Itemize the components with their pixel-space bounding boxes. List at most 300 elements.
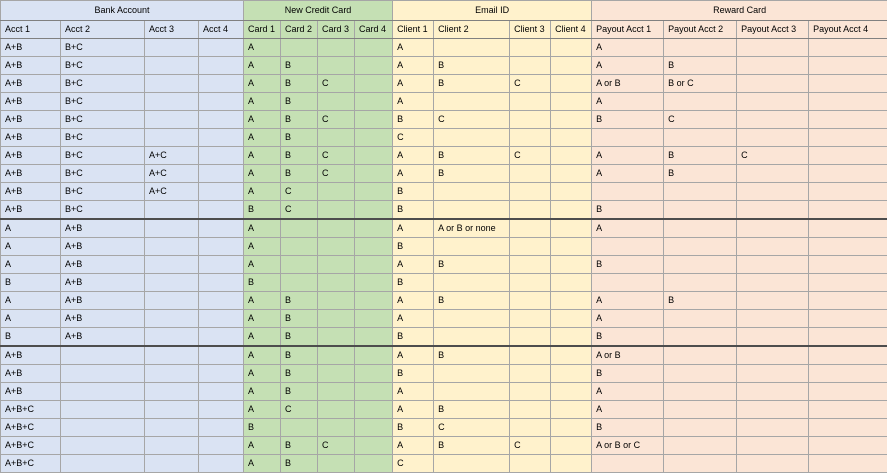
table-cell[interactable] [355,437,393,455]
table-cell[interactable]: B+C [61,93,145,111]
table-cell[interactable] [145,238,199,256]
table-cell[interactable] [737,93,809,111]
table-cell[interactable] [551,147,592,165]
table-cell[interactable]: B+C [61,129,145,147]
table-cell[interactable]: A+B [1,365,61,383]
table-cell[interactable]: B [1,328,61,347]
table-cell[interactable]: B [281,310,318,328]
table-cell[interactable] [664,238,737,256]
table-cell[interactable]: C [281,401,318,419]
table-cell[interactable] [510,238,551,256]
table-cell[interactable] [281,256,318,274]
table-cell[interactable] [355,256,393,274]
table-cell[interactable]: A+B+C [1,419,61,437]
table-cell[interactable] [145,129,199,147]
table-cell[interactable] [737,238,809,256]
table-cell[interactable] [664,401,737,419]
table-cell[interactable]: A [592,401,664,419]
table-cell[interactable] [61,419,145,437]
table-cell[interactable]: B [281,292,318,310]
table-cell[interactable] [281,219,318,238]
table-cell[interactable]: B [281,129,318,147]
table-cell[interactable]: A+B [1,201,61,220]
table-cell[interactable]: A [1,219,61,238]
table-cell[interactable]: B [434,256,510,274]
table-cell[interactable]: C [281,201,318,220]
table-cell[interactable] [551,93,592,111]
table-cell[interactable] [664,437,737,455]
table-cell[interactable]: A [244,165,281,183]
table-cell[interactable] [510,310,551,328]
table-cell[interactable]: A+B [1,147,61,165]
table-cell[interactable] [318,57,355,75]
table-cell[interactable] [281,419,318,437]
table-cell[interactable] [737,201,809,220]
table-cell[interactable]: B [592,419,664,437]
table-cell[interactable]: A [393,219,434,238]
table-cell[interactable]: A+B [1,165,61,183]
table-cell[interactable]: A+B+C [1,401,61,419]
table-cell[interactable]: B [281,383,318,401]
table-cell[interactable]: B [244,274,281,292]
table-cell[interactable] [737,165,809,183]
table-cell[interactable]: B or C [664,75,737,93]
table-cell[interactable]: A [244,401,281,419]
table-cell[interactable]: B [244,201,281,220]
table-cell[interactable] [510,419,551,437]
table-cell[interactable] [664,256,737,274]
table-cell[interactable] [664,39,737,57]
table-cell[interactable] [809,455,887,473]
table-cell[interactable] [434,328,510,347]
table-cell[interactable]: B [281,346,318,365]
table-cell[interactable] [737,365,809,383]
table-cell[interactable] [809,129,887,147]
table-cell[interactable] [510,201,551,220]
table-cell[interactable]: B [592,365,664,383]
table-cell[interactable] [664,310,737,328]
table-cell[interactable] [434,201,510,220]
table-cell[interactable] [199,165,244,183]
table-cell[interactable] [809,328,887,347]
table-cell[interactable] [199,238,244,256]
table-cell[interactable] [510,383,551,401]
table-cell[interactable] [737,292,809,310]
table-cell[interactable] [551,111,592,129]
table-cell[interactable] [199,39,244,57]
table-cell[interactable] [664,365,737,383]
table-cell[interactable]: C [393,129,434,147]
table-cell[interactable] [551,183,592,201]
table-cell[interactable]: B [434,401,510,419]
table-cell[interactable] [737,346,809,365]
table-cell[interactable] [145,310,199,328]
table-cell[interactable] [809,147,887,165]
table-cell[interactable] [199,129,244,147]
table-cell[interactable] [664,93,737,111]
table-cell[interactable]: A+B [61,219,145,238]
table-cell[interactable] [281,274,318,292]
table-cell[interactable]: A [244,111,281,129]
table-cell[interactable]: A [592,39,664,57]
table-cell[interactable]: C [393,455,434,473]
table-cell[interactable]: B [434,437,510,455]
table-cell[interactable]: A [592,383,664,401]
table-cell[interactable] [510,129,551,147]
table-cell[interactable] [355,111,393,129]
table-cell[interactable] [145,111,199,129]
table-cell[interactable]: C [318,111,355,129]
table-cell[interactable] [737,39,809,57]
table-cell[interactable] [664,455,737,473]
table-cell[interactable] [199,256,244,274]
table-cell[interactable]: A [1,238,61,256]
table-cell[interactable] [551,256,592,274]
table-cell[interactable] [355,219,393,238]
table-cell[interactable]: A [393,310,434,328]
table-cell[interactable] [355,201,393,220]
table-cell[interactable] [664,328,737,347]
table-cell[interactable] [318,183,355,201]
table-cell[interactable]: A [1,292,61,310]
table-cell[interactable]: A [244,57,281,75]
table-cell[interactable] [318,328,355,347]
table-cell[interactable] [199,219,244,238]
table-cell[interactable]: A [244,437,281,455]
table-cell[interactable] [551,57,592,75]
table-cell[interactable] [355,346,393,365]
table-cell[interactable] [199,183,244,201]
table-cell[interactable]: A [244,39,281,57]
table-cell[interactable] [355,419,393,437]
table-cell[interactable] [551,383,592,401]
table-cell[interactable] [809,219,887,238]
table-cell[interactable] [434,383,510,401]
table-cell[interactable] [592,129,664,147]
table-cell[interactable] [355,383,393,401]
table-cell[interactable]: A [393,383,434,401]
table-cell[interactable]: A [244,310,281,328]
table-cell[interactable]: A [393,346,434,365]
table-cell[interactable]: C [434,419,510,437]
table-cell[interactable]: A or B or none [434,219,510,238]
table-cell[interactable]: C [510,437,551,455]
table-cell[interactable] [355,365,393,383]
table-cell[interactable] [355,147,393,165]
table-cell[interactable] [318,365,355,383]
table-cell[interactable] [664,274,737,292]
table-cell[interactable] [318,401,355,419]
table-cell[interactable] [318,274,355,292]
table-cell[interactable] [809,201,887,220]
table-cell[interactable] [737,256,809,274]
table-cell[interactable]: A [244,93,281,111]
table-cell[interactable] [145,455,199,473]
table-cell[interactable]: B [592,111,664,129]
table-cell[interactable]: C [510,147,551,165]
table-cell[interactable] [737,455,809,473]
table-cell[interactable] [809,292,887,310]
table-cell[interactable] [318,219,355,238]
table-cell[interactable] [551,365,592,383]
table-cell[interactable] [809,39,887,57]
table-cell[interactable]: A+B [61,238,145,256]
table-cell[interactable] [551,201,592,220]
table-cell[interactable] [737,401,809,419]
table-cell[interactable]: C [281,183,318,201]
table-cell[interactable]: C [664,111,737,129]
table-cell[interactable] [199,111,244,129]
table-cell[interactable]: B [393,274,434,292]
table-cell[interactable] [737,274,809,292]
table-cell[interactable]: B [244,419,281,437]
table-cell[interactable] [355,328,393,347]
table-cell[interactable] [145,365,199,383]
table-cell[interactable]: A [393,57,434,75]
table-cell[interactable] [551,39,592,57]
table-cell[interactable]: B [592,328,664,347]
table-cell[interactable]: B [434,292,510,310]
table-cell[interactable] [199,383,244,401]
table-cell[interactable] [199,419,244,437]
table-cell[interactable]: A [393,165,434,183]
table-cell[interactable]: C [318,147,355,165]
table-cell[interactable] [510,57,551,75]
table-cell[interactable]: A+B [1,57,61,75]
table-cell[interactable] [199,292,244,310]
table-cell[interactable] [551,219,592,238]
table-cell[interactable]: B [281,57,318,75]
table-cell[interactable]: A+C [145,147,199,165]
table-cell[interactable] [61,455,145,473]
table-cell[interactable]: A [1,256,61,274]
table-cell[interactable] [809,365,887,383]
table-cell[interactable] [510,39,551,57]
table-cell[interactable]: A or B [592,75,664,93]
table-cell[interactable]: B+C [61,147,145,165]
table-cell[interactable]: A [244,147,281,165]
table-cell[interactable]: A+B+C [1,437,61,455]
table-cell[interactable] [355,310,393,328]
table-cell[interactable]: A [244,183,281,201]
table-cell[interactable]: A [244,129,281,147]
table-cell[interactable] [510,256,551,274]
table-cell[interactable]: A [393,437,434,455]
table-cell[interactable]: A+B [61,256,145,274]
table-cell[interactable]: B+C [61,75,145,93]
table-cell[interactable]: A [244,383,281,401]
table-cell[interactable] [355,274,393,292]
table-cell[interactable] [355,183,393,201]
table-cell[interactable]: A+B [1,75,61,93]
table-cell[interactable] [434,39,510,57]
table-cell[interactable] [510,455,551,473]
table-cell[interactable] [199,147,244,165]
table-cell[interactable] [664,419,737,437]
table-cell[interactable]: A [592,57,664,75]
table-cell[interactable] [510,219,551,238]
table-cell[interactable]: A+B [61,274,145,292]
table-cell[interactable]: A+B [61,328,145,347]
table-cell[interactable]: B+C [61,111,145,129]
table-cell[interactable]: A+B [61,292,145,310]
table-cell[interactable]: B+C [61,57,145,75]
table-cell[interactable]: A+B+C [1,455,61,473]
table-cell[interactable] [737,57,809,75]
table-cell[interactable]: A+B [1,93,61,111]
table-cell[interactable] [737,437,809,455]
table-cell[interactable] [510,365,551,383]
table-cell[interactable]: A+B [1,111,61,129]
table-cell[interactable] [510,328,551,347]
table-cell[interactable]: A [592,165,664,183]
table-cell[interactable]: C [434,111,510,129]
table-cell[interactable] [61,346,145,365]
table-cell[interactable] [145,39,199,57]
table-cell[interactable]: A [244,75,281,93]
table-cell[interactable]: A+B [1,183,61,201]
table-cell[interactable] [551,419,592,437]
table-cell[interactable]: A [244,346,281,365]
table-cell[interactable] [318,39,355,57]
table-cell[interactable] [434,310,510,328]
table-cell[interactable] [510,165,551,183]
table-cell[interactable]: B [281,437,318,455]
table-cell[interactable] [737,419,809,437]
table-cell[interactable] [510,93,551,111]
table-cell[interactable]: B [393,111,434,129]
table-cell[interactable] [355,238,393,256]
table-cell[interactable] [809,383,887,401]
table-cell[interactable] [434,365,510,383]
table-cell[interactable]: B [664,147,737,165]
table-cell[interactable]: A [244,365,281,383]
table-cell[interactable]: C [318,437,355,455]
table-cell[interactable]: B [664,165,737,183]
table-cell[interactable]: C [737,147,809,165]
table-cell[interactable] [145,201,199,220]
table-cell[interactable]: A [393,93,434,111]
table-cell[interactable] [145,437,199,455]
table-cell[interactable]: B+C [61,165,145,183]
table-cell[interactable] [318,383,355,401]
table-cell[interactable] [318,310,355,328]
table-cell[interactable]: B [664,57,737,75]
table-cell[interactable] [318,419,355,437]
table-cell[interactable]: B [434,147,510,165]
table-cell[interactable]: A or B [592,346,664,365]
table-cell[interactable] [199,274,244,292]
table-cell[interactable] [510,292,551,310]
table-cell[interactable] [61,437,145,455]
table-cell[interactable]: A+B [61,310,145,328]
table-cell[interactable] [809,57,887,75]
table-cell[interactable]: A+C [145,183,199,201]
table-cell[interactable] [809,274,887,292]
table-cell[interactable] [551,437,592,455]
table-cell[interactable] [199,401,244,419]
table-cell[interactable] [809,183,887,201]
table-cell[interactable] [809,437,887,455]
table-cell[interactable]: A [244,256,281,274]
table-cell[interactable] [145,401,199,419]
table-cell[interactable] [355,57,393,75]
table-cell[interactable]: B [281,75,318,93]
table-cell[interactable] [809,75,887,93]
table-cell[interactable] [355,455,393,473]
table-cell[interactable] [737,219,809,238]
table-cell[interactable] [510,111,551,129]
table-cell[interactable] [145,346,199,365]
table-cell[interactable]: B [281,365,318,383]
table-cell[interactable]: B [281,147,318,165]
table-cell[interactable]: A [592,292,664,310]
table-cell[interactable]: A [592,310,664,328]
table-cell[interactable] [145,93,199,111]
table-cell[interactable] [510,346,551,365]
table-cell[interactable] [199,93,244,111]
table-cell[interactable] [434,129,510,147]
table-cell[interactable]: B+C [61,183,145,201]
table-cell[interactable]: A [244,328,281,347]
table-cell[interactable] [318,129,355,147]
table-cell[interactable] [318,455,355,473]
table-cell[interactable] [199,346,244,365]
table-cell[interactable] [592,274,664,292]
table-cell[interactable] [809,419,887,437]
table-cell[interactable]: B [393,328,434,347]
table-cell[interactable] [434,455,510,473]
table-cell[interactable]: A or B or C [592,437,664,455]
table-cell[interactable] [318,346,355,365]
table-cell[interactable] [318,292,355,310]
table-cell[interactable]: B [664,292,737,310]
table-cell[interactable]: A [1,310,61,328]
table-cell[interactable]: B [592,201,664,220]
table-cell[interactable] [199,201,244,220]
table-cell[interactable]: A [244,292,281,310]
table-cell[interactable] [809,401,887,419]
table-cell[interactable]: A [592,147,664,165]
table-cell[interactable] [737,111,809,129]
table-cell[interactable]: B [393,238,434,256]
table-cell[interactable]: B [281,111,318,129]
table-cell[interactable] [737,310,809,328]
table-cell[interactable] [551,238,592,256]
table-cell[interactable] [664,219,737,238]
table-cell[interactable] [809,238,887,256]
table-cell[interactable] [551,75,592,93]
table-cell[interactable] [809,310,887,328]
table-cell[interactable]: B [434,75,510,93]
table-cell[interactable]: A+C [145,165,199,183]
table-cell[interactable] [551,401,592,419]
table-cell[interactable] [199,75,244,93]
table-cell[interactable] [809,111,887,129]
table-cell[interactable] [199,57,244,75]
table-cell[interactable]: B [393,201,434,220]
table-cell[interactable] [145,57,199,75]
table-cell[interactable]: A+B [1,39,61,57]
table-cell[interactable] [61,365,145,383]
table-cell[interactable] [434,183,510,201]
table-cell[interactable]: B+C [61,201,145,220]
table-cell[interactable]: A [244,219,281,238]
table-cell[interactable] [737,129,809,147]
table-cell[interactable]: A [393,401,434,419]
table-cell[interactable] [355,129,393,147]
table-cell[interactable] [145,328,199,347]
